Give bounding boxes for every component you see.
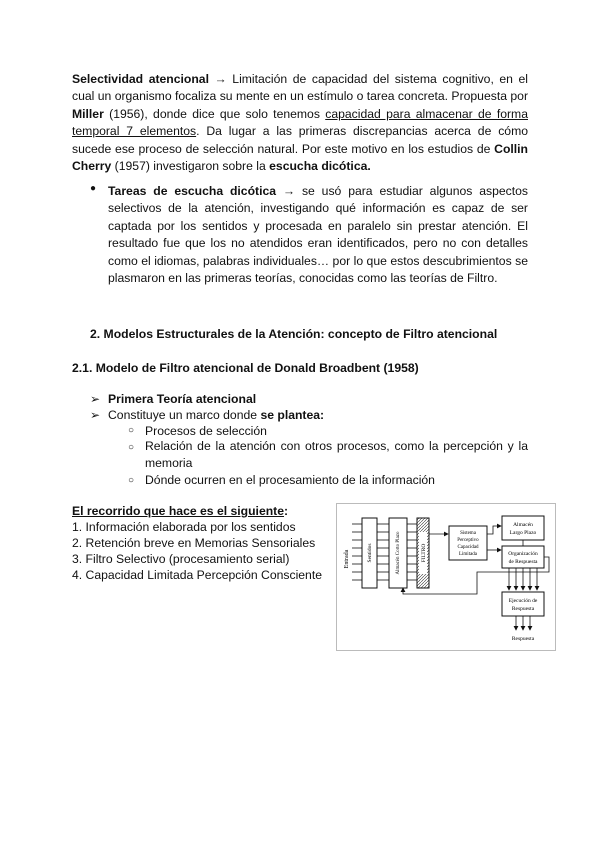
sub-item-relacion: Relación de la atención con otros procesos, como la percepción y la memoria — [145, 439, 528, 471]
step-item: 2. Retención breve en Memorias Sensoriales — [72, 536, 316, 550]
paragraph-selectividad: Selectividad atencional → Limitación de capacidad del sistema cognitivo, en el cual un organismo focaliza su mente en un estímulo o tarea concreta. Propuesta por Miller (1956), donde dice que solo tenemos capacidad para almacenar de forma temporal 7 elementos. Da lugar a las primeras discrepancias acerca de cómo sucede ese proceso de selección natural. Por este motivo en los estudios de Collin Cherry (1957) investigaron sobre la escucha dicótica. — [72, 72, 529, 174]
label-entrada: Entrada — [344, 549, 350, 569]
circle-marker: ○ — [128, 475, 135, 486]
list-item-constituye: Constituye un marco donde se plantea: — [108, 408, 325, 422]
label-ejec-respuesta: Respuesta — [511, 606, 535, 612]
arrow: → — [214, 72, 227, 86]
label-ejecucion: Ejecución de — [508, 598, 538, 604]
section-heading-2-1: 2.1. Modelo de Filtro atencional de Donald Broadbent (1958) — [72, 361, 419, 375]
step-item: 1. Información elaborada por los sentidos — [72, 520, 296, 534]
arrow-marker: ➢ — [90, 408, 101, 422]
label-organizacion: Organización — [508, 551, 538, 557]
section-heading-2: 2. Modelos Estructurales de la Atención: concepto de Filtro atencional — [90, 327, 498, 341]
term-escucha: escucha dicótica. — [269, 159, 371, 174]
label-respuesta: Respuesta — [511, 636, 535, 642]
circle-marker: ○ — [128, 442, 135, 453]
arrow: → — [282, 184, 296, 198]
label-almacen-lp: Almacén — [513, 522, 533, 528]
box-ejecucion-respuesta — [502, 592, 544, 616]
output-arrows — [516, 616, 530, 630]
term-selectividad: Selectividad atencional — [72, 72, 209, 86]
author-miller: Miller — [72, 106, 104, 121]
label-sistema: Sistema — [460, 531, 476, 536]
list-item-primera-teoria: Primera Teoría atencional — [108, 392, 257, 406]
label-filtro: FILTRO — [421, 543, 427, 563]
recorrido-title: El recorrido que hace es el siguiente: — [72, 504, 289, 518]
label-perceptivo: Perceptivo — [457, 538, 479, 543]
underlined-capacity: capacidad para almacenar de forma temporal 7 elementos — [72, 106, 528, 139]
input-arrows — [352, 524, 362, 580]
broadbent-diagram — [336, 503, 556, 651]
label-de-respuesta: de Respuesta — [508, 559, 538, 565]
sub-item-donde: Dónde ocurren en el procesamiento de la información — [145, 473, 435, 487]
label-almacen-corto: Almacén Corto Plazo — [396, 531, 401, 575]
label-sentidos: Sentidos — [367, 543, 373, 563]
label-limitada: Limitada — [458, 552, 478, 557]
bullet-escucha-dicotica: Tareas de escucha dicótica → se usó para estudiar algunos aspectos selectivos de la atención, investigando qué información es capaz de ser captada por los sentidos y procesada en paralelo sin prestar atención. El resultado fue que los no atendidos eran identificados, pero no con detalles como el idiomas, palabras individuales… por lo que estos descubrimientos se plasmaron en las primeras teorías, conocidas como las teorías de Filtro. — [108, 184, 528, 286]
bullet-dot: ● — [90, 183, 97, 194]
org-to-exec-arrows — [509, 568, 537, 590]
label-capacidad: Capacidad — [457, 545, 479, 550]
circle-marker: ○ — [128, 425, 135, 436]
step-item: 3. Filtro Selectivo (procesamiento serial) — [72, 552, 290, 566]
author-cherry: Collin Cherry — [72, 141, 528, 174]
broadbent-diagram-svg — [337, 504, 555, 650]
term-tareas: Tareas de escucha dicótica — [108, 184, 277, 198]
arrow-marker: ➢ — [90, 392, 101, 406]
box-almacen-largo-plazo — [502, 516, 544, 540]
step-item: 4. Capacidad Limitada Percepción Consciente — [72, 568, 322, 582]
sub-item-procesos: Procesos de selección — [145, 424, 267, 438]
label-largo-plazo: Largo Plazo — [509, 530, 537, 536]
